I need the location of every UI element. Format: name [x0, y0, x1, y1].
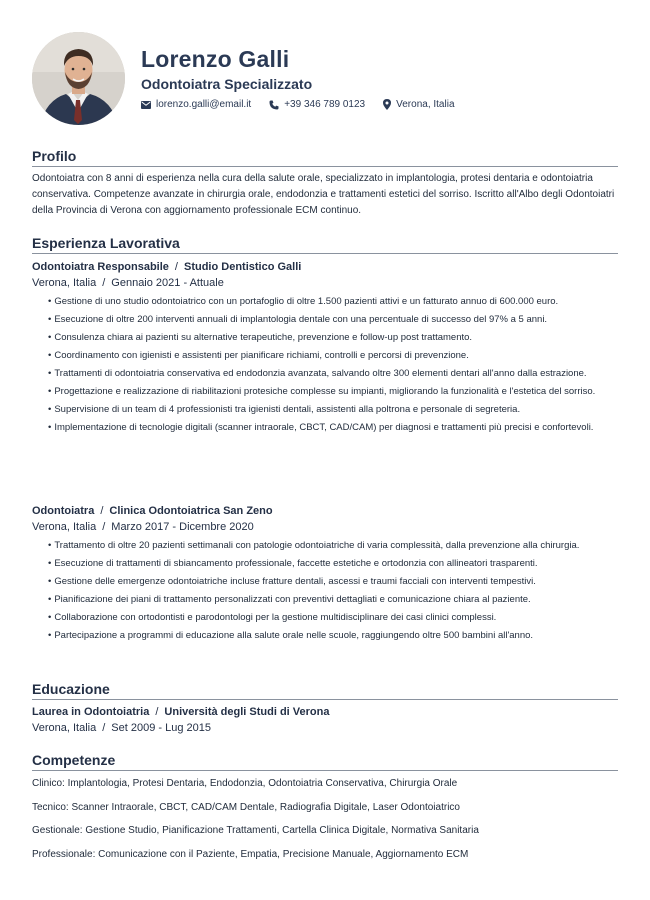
- job-location: Verona, Italia: [32, 521, 97, 533]
- job-bullet-list: [48, 294, 608, 438]
- section-divider: [32, 166, 618, 167]
- phone-icon: [269, 100, 279, 110]
- list-item: • Implementazione di tecnologie digitali (scanner intraorale, CBCT, CAD/CAM) per diagnosi e trattamenti più precisi e confortevoli.: [48, 420, 608, 435]
- list-item: • Pianificazione dei piani di trattamento personalizzati con preventivi dettagliati e comunicazione chiara al paziente.: [48, 592, 608, 607]
- job-meta-line: Verona, Italia / Gennaio 2021 - Attuale: [32, 277, 224, 289]
- contact-email[interactable]: [141, 99, 251, 110]
- list-item: • Gestione di uno studio odontoiatrico con un portafoglio di oltre 1.500 pazienti attivi e un fatturato annuo di 600.000 euro.: [48, 294, 608, 309]
- portrait-photo: [32, 32, 125, 125]
- job-dates: Gennaio 2021 - Attuale: [111, 277, 224, 289]
- section-divider: [32, 253, 618, 254]
- job-company: Clinica Odontoiatrica San Zeno: [109, 505, 273, 517]
- candidate-name: Lorenzo Galli: [141, 46, 290, 72]
- job-role: Odontoiatra: [32, 505, 95, 517]
- job-meta-line: Verona, Italia / Marzo 2017 - Dicembre 2020: [32, 521, 254, 533]
- skill-line: Professionale: Comunicazione con il Paziente, Empatia, Precisione Manuale, Aggiornamento ECM: [32, 849, 469, 860]
- phone-text: +39 346 789 0123: [284, 99, 366, 110]
- candidate-title: Odontoiatra Specializzato: [141, 76, 313, 92]
- job-role: Odontoiatra Responsabile: [32, 261, 169, 273]
- skill-line: Gestionale: Gestione Studio, Pianificazione Trattamenti, Cartella Clinica Digitale, Normativa Sanitaria: [32, 825, 479, 836]
- list-item: • Esecuzione di trattamenti di sbiancamento professionale, faccette estetiche e ortodonzia con allineatori trasparenti.: [48, 556, 608, 571]
- education-degree: Laurea in Odontoiatria: [32, 706, 150, 718]
- avatar: [32, 32, 125, 125]
- education-heading: Educazione: [32, 681, 110, 697]
- education-title-line: Laurea in Odontoiatria / Università degli Studi di Verona: [32, 706, 330, 718]
- list-item: • Esecuzione di oltre 200 interventi annuali di implantologia dentale con una percentuale di successo del 97% a 5 anni.: [48, 312, 608, 327]
- list-item: • Partecipazione a programmi di educazione alla salute orale nelle scuole, raggiungendo oltre 500 bambini all'anno.: [48, 628, 608, 643]
- list-item: • Consulenza chiara ai pazienti su alternative terapeutiche, prevenzione e follow-up post trattamento.: [48, 330, 608, 345]
- email-text: lorenzo.galli@email.it: [156, 99, 252, 110]
- list-item: • Progettazione e realizzazione di riabilitazioni protesiche complesse su impianti, migliorando la funzionalità e l'estetica del sorriso.: [48, 384, 608, 399]
- job-dates: Marzo 2017 - Dicembre 2020: [111, 521, 254, 533]
- envelope-icon: [141, 101, 151, 109]
- education-location: Verona, Italia: [32, 722, 97, 734]
- map-pin-icon: [383, 99, 391, 110]
- contact-phone[interactable]: [269, 99, 365, 110]
- list-item: • Trattamento di oltre 20 pazienti settimanali con patologie odontoiatriche di varia complessità, dalla prevenzione alla chirurgia.: [48, 538, 608, 553]
- profile-heading: Profilo: [32, 148, 77, 164]
- education-dates: Set 2009 - Lug 2015: [111, 722, 211, 734]
- location-text: Verona, Italia: [396, 99, 455, 110]
- experience-heading: Esperienza Lavorativa: [32, 235, 180, 251]
- list-item: • Gestione delle emergenze odontoiatriche incluse fratture dentali, ascessi e traumi facciali con interventi tempestivi.: [48, 574, 608, 589]
- education-meta-line: Verona, Italia / Set 2009 - Lug 2015: [32, 722, 211, 734]
- list-item: • Supervisione di un team di 4 professionisti tra igienisti dentali, assistenti alla poltrona e personale di segreteria.: [48, 402, 608, 417]
- profile-text: Odontoiatra con 8 anni di esperienza nella cura della salute orale, specializzato in implantologia, protesi dentaria e odontoiatria conservativa. Competenze avanzate in chirurgia orale, endodonzia e trattamenti estetici del sorriso. Iscritto all'Albo degli Odontoiatri della Provincia di Verona con aggiornamento professionale ECM continuo.: [32, 173, 615, 216]
- contact-location: [383, 99, 454, 110]
- contact-bar: [141, 99, 455, 110]
- section-divider: [32, 770, 618, 771]
- job-title-line: Odontoiatra / Clinica Odontoiatrica San Zeno: [32, 505, 273, 517]
- skills-heading: Competenze: [32, 752, 116, 768]
- education-school: Università degli Studi di Verona: [164, 706, 330, 718]
- section-divider: [32, 699, 618, 700]
- job-location: Verona, Italia: [32, 277, 97, 289]
- skill-line: Tecnico: Scanner Intraorale, CBCT, CAD/CAM Dentale, Radiografia Digitale, Laser Odontoiatrico: [32, 802, 460, 813]
- list-item: • Collaborazione con ortodontisti e parodontologi per la gestione multidisciplinare dei casi clinici complessi.: [48, 610, 608, 625]
- list-item: • Coordinamento con igienisti e assistenti per pianificare richiami, controlli e percorsi di prevenzione.: [48, 348, 608, 363]
- list-item: • Trattamenti di odontoiatria conservativa ed endodonzia avanzata, salvando oltre 300 elementi dentari all'anno dalla estrazione.: [48, 366, 608, 381]
- job-title-line: Odontoiatra Responsabile / Studio Dentistico Galli: [32, 261, 302, 273]
- skill-line: Clinico: Implantologia, Protesi Dentaria, Endodonzia, Odontoiatria Conservativa, Chirurgia Orale: [32, 778, 458, 789]
- job-company: Studio Dentistico Galli: [183, 261, 302, 273]
- resume-header: [32, 32, 618, 128]
- job-bullet-list: [48, 538, 608, 646]
